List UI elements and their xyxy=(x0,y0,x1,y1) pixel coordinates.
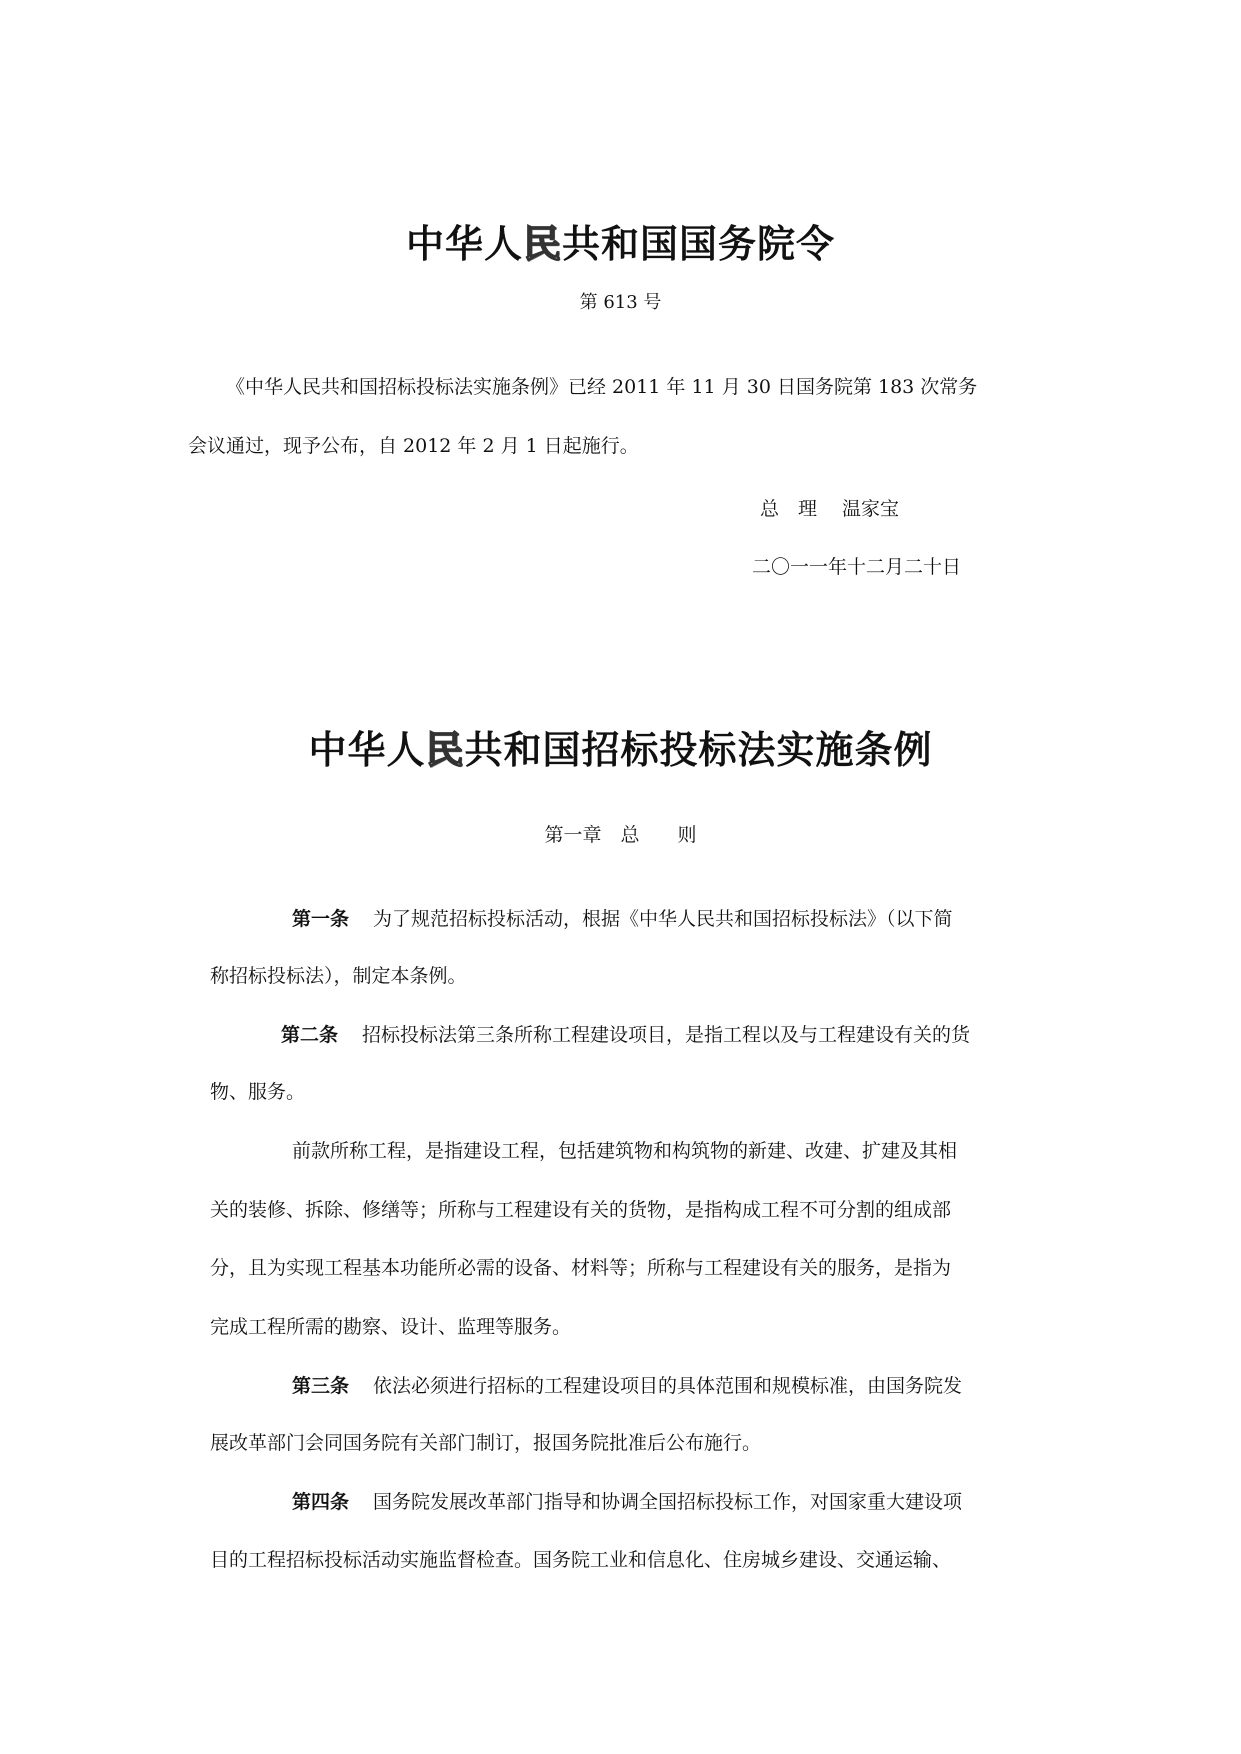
article-4-label: 第四条 xyxy=(292,1491,350,1513)
regulation-title xyxy=(0,719,1241,774)
article-2-para2-line-1: 前款所称工程，是指建设工程，包括建筑物和构筑物的新建、改建、扩建及其相 xyxy=(292,1140,958,1162)
article-3-text-1: 依法必须进行招标的工程建设项目的具体范围和规模标准，由国务院发 xyxy=(373,1375,963,1397)
decree-date: 二〇一一年十二月二十日 xyxy=(752,556,962,578)
decree-title-pre: 中华人 xyxy=(405,222,523,266)
article-4-line-1 xyxy=(292,1493,962,1512)
decree-number: 第 613 号 xyxy=(579,292,662,313)
regulation-title-post: 共和国招标投标法实施条例 xyxy=(464,728,933,772)
article-1-line-1 xyxy=(292,910,953,929)
article-4-line-2: 目的工程招标投标活动实施监督检查。国务院工业和信息化、住房城乡建设、交通运输、 xyxy=(210,1549,952,1571)
article-2-line-1 xyxy=(281,1026,970,1045)
chapter-heading: 第一章 总 则 xyxy=(544,824,697,846)
decree-title-post: 共和国国务院令 xyxy=(562,222,836,266)
article-2-para2-line-2: 关的装修、拆除、修缮等；所称与工程建设有关的货物，是指构成工程不可分割的组成部 xyxy=(210,1199,952,1221)
article-2-line-2: 物、服务。 xyxy=(210,1081,306,1103)
decree-body-line-2: 会议通过，现予公布，自 2012 年 2 月 1 日起施行。 xyxy=(188,435,639,457)
regulation-title-pre: 中华人 xyxy=(308,728,426,772)
article-4-text-1: 国务院发展改革部门指导和协调全国招标投标工作，对国家重大建设项 xyxy=(373,1491,963,1513)
decree-title-outlined-char: 民 xyxy=(522,222,562,266)
regulation-title-outlined-char: 民 xyxy=(425,728,465,772)
article-3-label: 第三条 xyxy=(292,1375,350,1397)
article-2-para2-line-3: 分，且为实现工程基本功能所必需的设备、材料等；所称与工程建设有关的服务，是指为 xyxy=(210,1257,952,1279)
article-2-text-1: 招标投标法第三条所称工程建设项目，是指工程以及与工程建设有关的货 xyxy=(362,1024,971,1046)
article-1-label: 第一条 xyxy=(292,908,350,930)
decree-signatory: 总 理 温家宝 xyxy=(760,498,900,520)
decree-title xyxy=(0,213,1241,268)
article-3-line-1 xyxy=(292,1377,962,1396)
article-2-para2-line-4: 完成工程所需的勘察、设计、监理等服务。 xyxy=(210,1316,572,1338)
article-1-line-2: 称招标投标法），制定本条例。 xyxy=(210,965,467,987)
article-1-text-1: 为了规范招标投标活动，根据《中华人民共和国招标投标法》（以下简 xyxy=(373,908,953,930)
article-2-label: 第二条 xyxy=(281,1024,339,1046)
article-3-line-2: 展改革部门会同国务院有关部门制订，报国务院批准后公布施行。 xyxy=(210,1432,762,1454)
decree-body-line-1: 《中华人民共和国招标投标法实施条例》已经 2011 年 11 月 30 日国务院第 183 次常务 xyxy=(226,376,978,398)
